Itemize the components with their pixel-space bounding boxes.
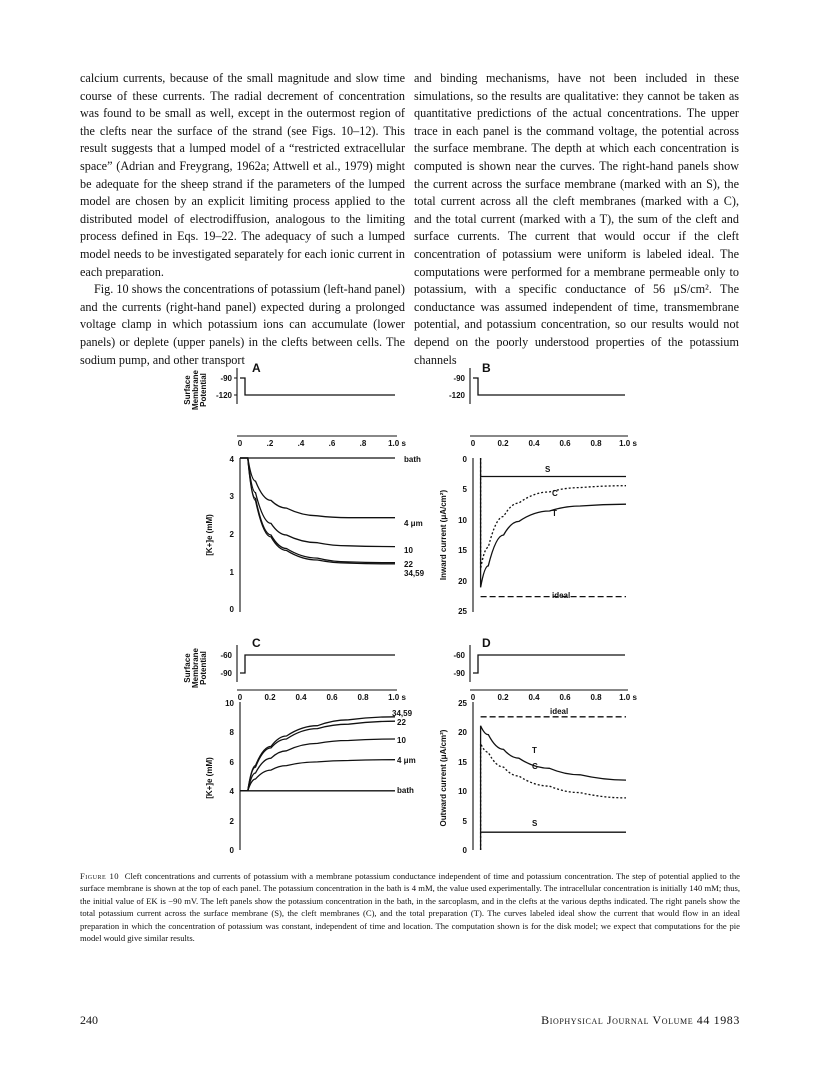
- time-tick-label: 0.4: [528, 439, 540, 448]
- time-tick-label: 0.2: [497, 693, 509, 702]
- y-tick-label: 25: [458, 607, 467, 616]
- series-line-34-59: [240, 458, 395, 564]
- panel-label-c: C: [252, 636, 261, 650]
- y-tick-label: 4: [229, 455, 234, 464]
- y-axis-label: Inward current (μA/cm²): [439, 489, 448, 581]
- curve-label: ideal: [552, 591, 571, 600]
- y-tick-label: 0: [462, 455, 467, 464]
- time-tick-label: 0.8: [357, 693, 369, 702]
- curve-label: 22: [397, 718, 406, 727]
- voltage-trace: [473, 378, 625, 395]
- curve-label: T: [552, 509, 557, 518]
- time-tick-label: 0.4: [295, 693, 307, 702]
- time-tick-label: 1.0 s: [619, 693, 637, 702]
- curve-label: 10: [397, 736, 406, 745]
- time-tick-label: 0: [237, 439, 243, 448]
- paragraph: calcium currents, because of the small magnitude and slow time course of these currents. The radial decrement of concentration was found to be small as well, except in the outermost region of the clefts near the surface of the strand (see Figs. 10–12). This result suggests that a lumped model of a “restricted extracellular space” (Adrian and Freygrang, 1962a; Attwell et al., 1979) might be adequate for the sheep strand if the parameters of the lumped model are chosen by an explicit limiting process applied to the distributed model of electrodiffusion, analogous to the limiting process defined in Eqs. 19–22. The adequacy of such a lumped model needs to be investigated separately for each ionic current in each preparation.: [80, 71, 405, 279]
- y-axis-label: [K+]e (mM): [205, 757, 214, 799]
- y-tick-label: 15: [458, 546, 467, 555]
- y-tick-label: 5: [462, 485, 467, 494]
- volt-tick-label: -120: [215, 391, 232, 400]
- voltage-axis-label: Surface: [183, 653, 192, 683]
- y-tick-label: 3: [229, 492, 234, 501]
- series-line-10: [240, 458, 395, 547]
- curve-label: S: [545, 465, 551, 474]
- panel-label-a: A: [252, 361, 261, 375]
- series-line-c: [481, 743, 626, 850]
- volt-tick-label: -90: [453, 669, 465, 678]
- curve-label: S: [532, 819, 538, 828]
- volt-tick-label: -90: [220, 669, 232, 678]
- paragraph: Fig. 10 shows the concentrations of potassium (left-hand panel) and the currents (right-hand panel) expected during a prolonged voltage clamp in which potassium ions can accumulate (lower panels) or deplete (upper panels) in the clefts between cells. The sodium pump, and other transport: [80, 282, 405, 367]
- time-tick-label: .6: [328, 439, 336, 448]
- voltage-axis-label: Potential: [199, 373, 208, 407]
- y-tick-label: 25: [458, 699, 467, 708]
- volt-tick-label: -90: [453, 374, 465, 383]
- series-line-t: [481, 458, 626, 587]
- y-tick-label: 1: [229, 568, 234, 577]
- panel-a: [183, 361, 425, 614]
- panel-b: [439, 361, 637, 616]
- time-tick-label: 1.0 s: [619, 439, 637, 448]
- voltage-axis-label: Membrane: [191, 369, 200, 411]
- body-column-left: [80, 70, 405, 369]
- volt-tick-label: -60: [453, 651, 465, 660]
- y-tick-label: 20: [458, 577, 467, 586]
- curve-label: T: [532, 746, 537, 755]
- time-tick-label: 0: [237, 693, 243, 702]
- time-tick-label: .8: [359, 439, 367, 448]
- voltage-axis-label: Membrane: [191, 647, 200, 689]
- page-number: 240: [80, 1013, 98, 1027]
- y-tick-label: 0: [462, 846, 467, 855]
- figure-10: [160, 360, 660, 865]
- curve-label: 10: [404, 546, 413, 555]
- y-tick-label: 0: [229, 605, 234, 614]
- volt-tick-label: -120: [448, 391, 465, 400]
- figure-caption: [80, 870, 740, 944]
- time-tick-label: 0: [470, 693, 476, 702]
- panel-label-d: D: [482, 636, 491, 650]
- series-line-4-m: [240, 458, 395, 518]
- time-tick-label: 0.2: [264, 693, 276, 702]
- voltage-axis-label: Surface: [183, 375, 192, 405]
- panel-d: [439, 636, 637, 855]
- series-line-22: [240, 721, 395, 791]
- curve-label: 4 μm: [397, 756, 416, 765]
- voltage-trace: [473, 655, 625, 673]
- y-tick-label: 2: [229, 530, 234, 539]
- series-line-34-59: [240, 717, 395, 791]
- panel-c: [183, 636, 416, 855]
- series-line-4-m: [240, 760, 395, 791]
- y-tick-label: 20: [458, 728, 467, 737]
- caption-text: Cleft concentrations and currents of potassium with a membrane potassium conductance independent of time and potassium concentration. The step of potential applied to the surface membrane is shown at the top of each panel. The potassium concentration in the bath is 4 mM, the value used experimentally. The intracellular concentration is initially 140 mM; thus, the initial value of EK is −90 mV. The left panels show the potassium concentration in the bath, in the sarcoplasm, and in the clefts at the various depths indicated. The right panels show the total potassium current across the surface membrane (S), the cleft membranes (C), and the total preparation (T). The curves labeled ideal show the current that would flow in an ideal preparation in which the concentration of potassium was constant, independent of time and location. The computation shown is for the disk model; we expect that computations for the pie model would give similar results.: [80, 871, 740, 944]
- voltage-axis-label: Potential: [199, 651, 208, 685]
- time-tick-label: 0.4: [528, 693, 540, 702]
- y-tick-label: 15: [458, 758, 467, 767]
- time-tick-label: 0.2: [497, 439, 509, 448]
- curve-label: C: [552, 489, 558, 498]
- y-tick-label: 10: [458, 516, 467, 525]
- caption-label: Figure 10: [80, 871, 120, 881]
- time-tick-label: 0.8: [590, 693, 602, 702]
- y-tick-label: 5: [462, 817, 467, 826]
- panel-label-b: B: [482, 361, 491, 375]
- time-tick-label: .4: [297, 439, 305, 448]
- volt-tick-label: -60: [220, 651, 232, 660]
- time-tick-label: 1.0 s: [388, 439, 406, 448]
- curve-label: 22: [404, 560, 413, 569]
- series-line-10: [240, 739, 395, 791]
- time-tick-label: 1.0 s: [388, 693, 406, 702]
- paragraph: and binding mechanisms, have not been included in these simulations, so the results are qualitative: they cannot be taken as quantitative predictions of the actual concentrations. The upper trace in each panel is the command voltage, the potential across the surface membrane. The depth at which each concentration is computed is shown near the curves. The right-hand panels show the current across the surface membrane (marked with an S), the total current across all the cleft membranes (marked with a C), and the total current (marked with a T), the sum of the cleft and surface currents. The current that would occur if the cleft concentration of potassium were uniform is labeled ideal. The computations were performed for a membrane permeable only to potassium, with a specific conductance of 56 μS/cm². The conductance was assumed independent of time, transmembrane potential, and potassium concentration, so our results would not depend on the poorly understood properties of the potassium channels: [414, 71, 739, 367]
- y-tick-label: 6: [229, 758, 234, 767]
- time-tick-label: 0: [470, 439, 476, 448]
- y-axis-label: Outward current (μA/cm²): [439, 729, 448, 827]
- voltage-trace: [240, 655, 395, 673]
- y-tick-label: 2: [229, 817, 234, 826]
- y-tick-label: 10: [225, 699, 234, 708]
- y-tick-label: 4: [229, 787, 234, 796]
- time-tick-label: 0.6: [559, 439, 571, 448]
- time-tick-label: 0.6: [559, 693, 571, 702]
- y-tick-label: 0: [229, 846, 234, 855]
- curve-label: 4 μm: [404, 519, 423, 528]
- curve-label: ideal: [550, 707, 569, 716]
- curve-label: bath: [404, 455, 421, 464]
- curve-label: C: [532, 762, 538, 771]
- body-column-right: [414, 70, 739, 369]
- figure-svg: [160, 360, 660, 865]
- y-tick-label: 10: [458, 787, 467, 796]
- time-tick-label: 0.6: [326, 693, 338, 702]
- time-tick-label: .2: [266, 439, 274, 448]
- curve-label: bath: [397, 786, 414, 795]
- y-axis-label: [K+]e (mM): [205, 514, 214, 556]
- y-tick-label: 8: [229, 728, 234, 737]
- curve-label: 34,59: [392, 709, 413, 718]
- volt-tick-label: -90: [220, 374, 232, 383]
- curve-label: 34,59: [404, 569, 425, 578]
- journal-footer: Biophysical Journal Volume 44 1983: [541, 1013, 740, 1027]
- series-line-t: [481, 726, 626, 850]
- voltage-trace: [240, 378, 395, 395]
- time-tick-label: 0.8: [590, 439, 602, 448]
